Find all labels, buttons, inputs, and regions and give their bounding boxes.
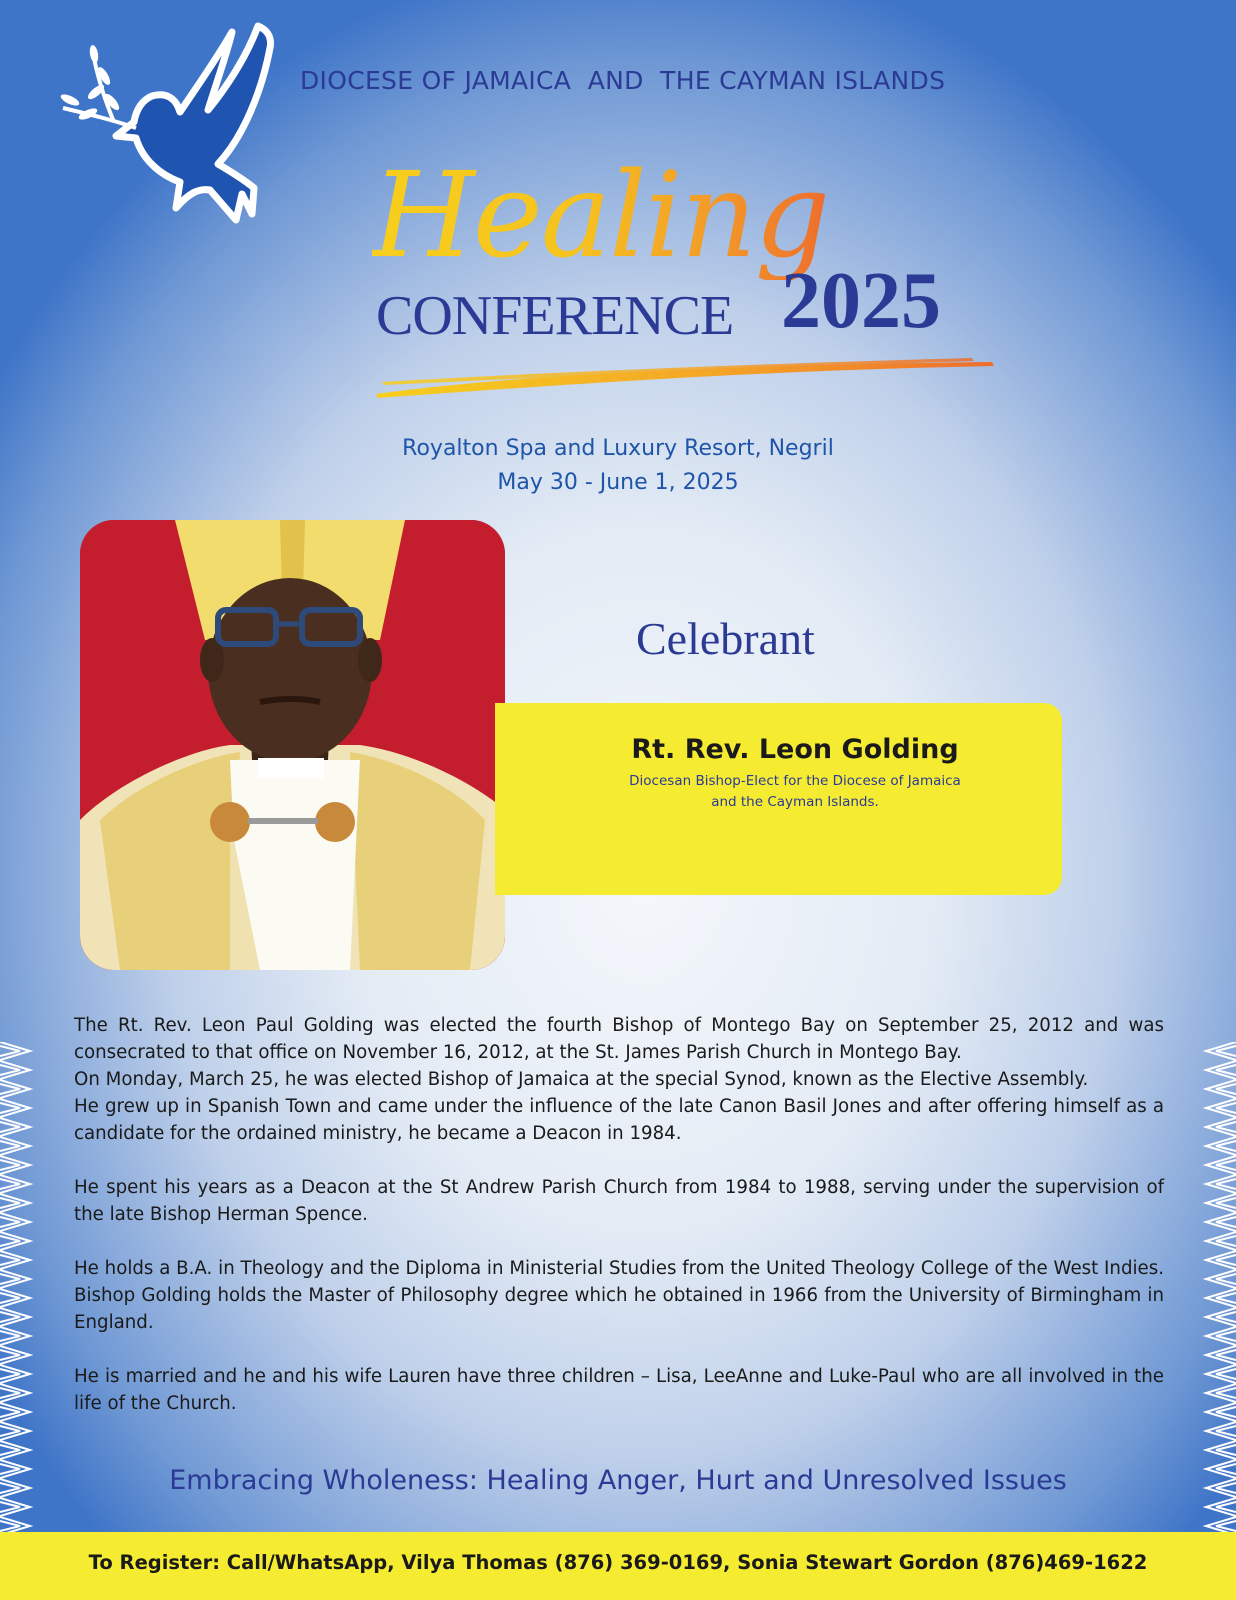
celebrant-label: Celebrant — [636, 613, 815, 664]
border-chevron — [0, 1213, 30, 1231]
border-chevron — [0, 1270, 30, 1288]
celebrant-photo — [80, 520, 505, 970]
border-chevron — [1206, 1213, 1236, 1231]
border-chevron — [1206, 1384, 1236, 1402]
border-chevron — [0, 1479, 30, 1497]
brush-stroke-underline — [372, 352, 998, 400]
conference-theme: Embracing Wholeness: Healing Anger, Hurt and Unresolved Issues — [169, 1465, 1067, 1496]
event-dates: May 30 - June 1, 2025 — [497, 470, 739, 495]
decorative-border-left — [0, 1042, 34, 1536]
border-chevron — [0, 1289, 30, 1307]
border-chevron — [0, 1346, 30, 1364]
bio-paragraph: He spent his years as a Deacon at the St Andrew Parish Church from 1984 to 1988, serving under the supervision of the late Bishop Herman Spence. — [74, 1177, 1164, 1225]
organization-title: DIOCESE OF JAMAICA AND THE CAYMAN ISLANDS — [300, 66, 946, 95]
border-chevron — [1206, 1118, 1236, 1136]
border-chevron — [0, 1498, 30, 1516]
event-title-script: Healing — [372, 146, 829, 284]
event-venue: Royalton Spa and Luxury Resort, Negril — [402, 436, 834, 461]
border-chevron — [0, 1365, 30, 1383]
bio-paragraph: On Monday, March 25, he was elected Bishop of Jamaica at the special Synod, known as the Elective Assembly. — [74, 1069, 1089, 1090]
border-chevron — [1206, 1156, 1236, 1174]
border-chevron — [0, 1403, 30, 1421]
registration-info: To Register: Call/WhatsApp, Vilya Thomas (876) 369-0169, Sonia Stewart Gordon (876)469-1622 — [88, 1551, 1148, 1574]
border-chevron — [1206, 1289, 1236, 1307]
celebrant-name: Rt. Rev. Leon Golding — [631, 734, 959, 765]
border-chevron — [1206, 1080, 1236, 1098]
border-chevron — [0, 1137, 30, 1155]
border-chevron — [0, 1118, 30, 1136]
border-chevron — [1206, 1327, 1236, 1345]
border-chevron — [0, 1194, 30, 1212]
border-chevron — [1206, 1251, 1236, 1269]
border-chevron — [1206, 1346, 1236, 1364]
border-chevron — [1206, 1137, 1236, 1155]
border-chevron — [1206, 1365, 1236, 1383]
border-chevron — [0, 1251, 30, 1269]
border-chevron — [0, 1156, 30, 1174]
border-chevron — [0, 1441, 30, 1459]
bio-paragraph: He is married and he and his wife Lauren have three children – Lisa, LeeAnne and Luke-Paul who are all involved in the life of the Church. — [74, 1366, 1164, 1414]
border-chevron — [1206, 1042, 1236, 1060]
border-chevron — [1206, 1422, 1236, 1440]
event-title-word: CONFERENCE — [376, 285, 734, 347]
bio-paragraph: The Rt. Rev. Leon Paul Golding was elected the fourth Bishop of Montego Bay on September 25, 2012 and was consecrated to that office on November 16, 2012, at the St. James Parish Church in Montego Bay. — [74, 1015, 1164, 1063]
border-chevron — [0, 1175, 30, 1193]
border-chevron — [0, 1232, 30, 1250]
border-chevron — [1206, 1479, 1236, 1497]
border-chevron — [0, 1099, 30, 1117]
border-chevron — [0, 1061, 30, 1079]
border-chevron — [0, 1460, 30, 1478]
border-chevron — [1206, 1403, 1236, 1421]
bio-paragraph: He grew up in Spanish Town and came under the influence of the late Canon Basil Jones and after offering himself as a candidate for the ordained ministry, he became a Deacon in 1984. — [74, 1096, 1164, 1144]
border-chevron — [0, 1327, 30, 1345]
border-chevron — [0, 1422, 30, 1440]
border-chevron — [0, 1080, 30, 1098]
bio-paragraph: He holds a B.A. in Theology and the Diploma in Ministerial Studies from the United Theology College of the West Indies. Bishop Golding holds the Master of Philosophy degree which he obtained in 1966 from the University of Birmingham in England. — [74, 1258, 1164, 1333]
celebrant-role: Diocesan Bishop-Elect for the Diocese of Jamaica and the Cayman Islands. — [629, 773, 961, 810]
border-chevron — [1206, 1498, 1236, 1516]
border-chevron — [0, 1042, 30, 1060]
border-chevron — [1206, 1099, 1236, 1117]
border-chevron — [1206, 1061, 1236, 1079]
decorative-border-right — [1202, 1042, 1236, 1536]
event-year: 2025 — [781, 257, 941, 345]
border-chevron — [1206, 1460, 1236, 1478]
border-chevron — [0, 1384, 30, 1402]
dove-with-olive-branch-icon — [58, 18, 288, 233]
border-chevron — [1206, 1270, 1236, 1288]
border-chevron — [0, 1308, 30, 1326]
border-chevron — [1206, 1308, 1236, 1326]
biography — [74, 1012, 1164, 1417]
border-chevron — [1206, 1194, 1236, 1212]
border-chevron — [1206, 1175, 1236, 1193]
border-chevron — [1206, 1441, 1236, 1459]
border-chevron — [1206, 1232, 1236, 1250]
